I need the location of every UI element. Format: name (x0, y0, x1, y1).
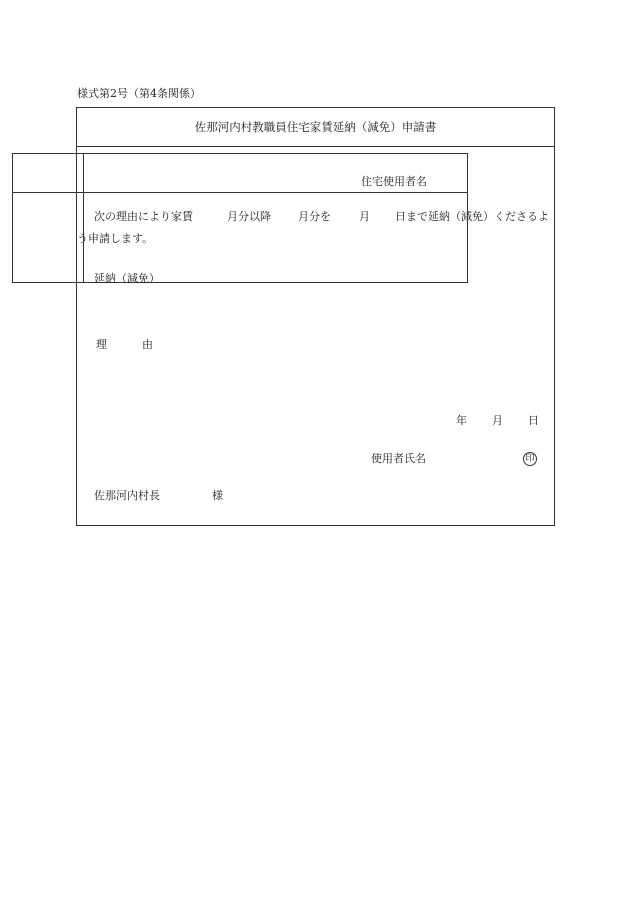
date-day-label: 日 (528, 414, 539, 427)
body-text-part-5: 日まで延納（減免）くださるよ (395, 210, 549, 223)
seal-char: 印 (525, 453, 535, 464)
user-name-label: 使用者氏名 (371, 452, 426, 465)
reason-label-char-1: 理 (96, 338, 107, 351)
row-divider (13, 192, 467, 193)
body-text-part-1: 次の理由により家賃 (94, 210, 193, 223)
addressee-honorific: 様 (212, 489, 223, 502)
body-text-line-2: う申請します。 (77, 232, 154, 245)
form-title: 佐那河内村教職員住宅家賃延納（減免）申請書 (194, 120, 437, 134)
form-title-row (77, 108, 554, 147)
addressee-name: 佐那河内村長 (94, 489, 160, 502)
applicant-label: 住宅使用者名 (361, 175, 427, 188)
date-month-label: 月 (492, 414, 503, 427)
seal-mark (523, 452, 537, 466)
body-text-part-4: 月 (359, 210, 370, 223)
reason-label-char-2: 由 (142, 338, 153, 351)
body-text-part-3: 月分を (298, 210, 331, 223)
deferral-label: 延納（減免） (94, 272, 160, 285)
date-year-label: 年 (456, 414, 467, 427)
body-text-part-2: 月分以降 (227, 210, 271, 223)
label-column (13, 154, 84, 282)
details-table (12, 153, 468, 283)
form-number-label: 様式第2号（第4条関係） (77, 87, 201, 100)
